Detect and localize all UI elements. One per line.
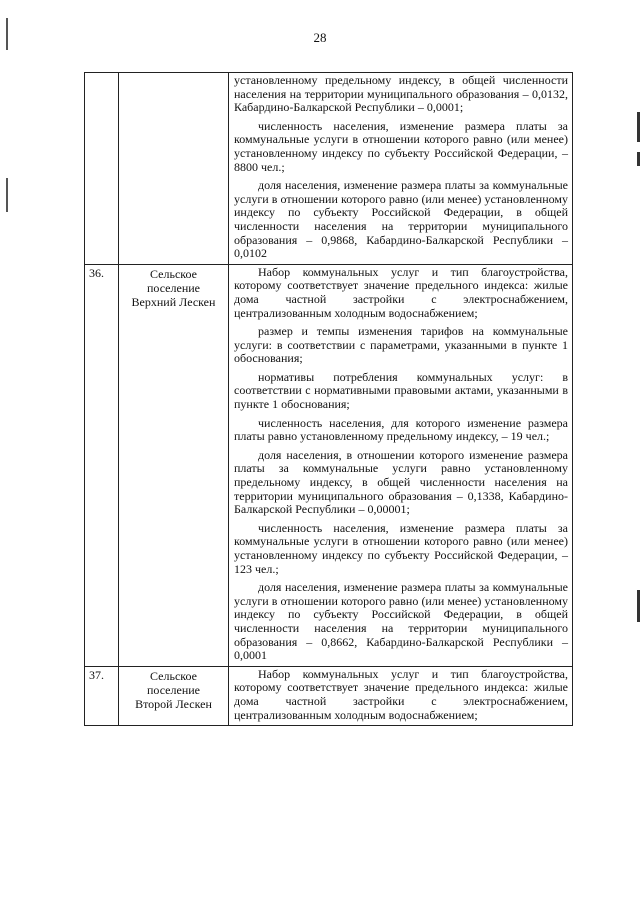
indicator-description: [229, 666, 573, 725]
municipality-name-line: Верхний Лескен: [131, 294, 216, 309]
row-number: 37.: [85, 666, 119, 725]
municipality-name-line: Сельское: [150, 266, 197, 281]
indicator-paragraph: установленному предельному индексу, в общей численности населения на территории муниципального образования – 0,0132, Кабардино-Балкарской Республики – 0,0001;: [234, 73, 568, 115]
indicator-paragraph: доля населения, изменение размера платы за коммунальные услуги в отношении которого равно (или менее) установленному индексу по субъекту Российской Федерации, в общей численности населения на территории муниципального образования – 0,9868, Кабардино-Балкарской Республики – 0,0102: [234, 178, 568, 261]
left-margin-scan-mark: [6, 18, 8, 50]
municipal-index-table: [84, 72, 573, 726]
table-row: [85, 666, 573, 725]
table-row: [85, 264, 573, 666]
indicator-paragraph: доля населения, изменение размера платы за коммунальные услуги в отношении которого равно (или менее) установленному индексу по субъекту Российской Федерации, в общей численности населения на территории муниципального образования – 0,8662, Кабардино-Балкарской Республики – 0,0001: [234, 580, 568, 663]
indicator-paragraph: численность населения, изменение размера платы за коммунальные услуги в отношении которого равно (или менее) установленному индексу по субъекту Российской Федерации, – 8800 чел.;: [234, 118, 568, 174]
municipality-name-line: Сельское: [150, 668, 197, 683]
table-row: [85, 73, 573, 265]
municipality-name-line: Второй Лескен: [135, 696, 212, 711]
indicator-paragraph: численность населения, для которого изменение размера платы равно установленному предельному индексу, – 19 чел.;: [234, 415, 568, 444]
page-number: 28: [313, 30, 327, 45]
municipality-name-line: поселение: [146, 682, 200, 697]
indicator-paragraph: доля населения, в отношении которого изменение размера платы за коммунальные услуги равно установленному предельному индексу, в общей численности населения на территории муниципального образования – 0,1338, Кабардино-Балкарской Республики – 0,00001;: [234, 447, 568, 517]
row-number: [85, 73, 119, 265]
municipality-name-line: поселение: [146, 280, 200, 295]
table-body: [85, 73, 573, 726]
municipality-name: [119, 264, 229, 666]
row-number: 36.: [85, 264, 119, 666]
indicator-paragraph: нормативы потребления коммунальных услуг: в соответствии с нормативными правовыми актами, указанными в пункте 1 обоснования;: [234, 369, 568, 412]
indicator-paragraph: Набор коммунальных услуг и тип благоустройства, которому соответствует значение предельного индекса: жилые дома частной застройки с электроснабжением, централизованным холодным водоснабжением;: [234, 666, 568, 722]
indicator-paragraph: численность населения, изменение размера платы за коммунальные услуги в отношении которого равно (или менее) установленному индексу по субъекту Российской Федерации, – 123 чел.;: [234, 520, 568, 576]
indicator-description: [229, 73, 573, 265]
municipality-name: [119, 73, 229, 265]
left-margin-scan-mark: [6, 178, 8, 212]
indicator-paragraph: Набор коммунальных услуг и тип благоустройства, которому соответствует значение предельного индекса: жилые дома частной застройки с электроснабжением, централизованным холодным водоснабжением;: [234, 264, 568, 320]
indicator-paragraph: размер и темпы изменения тарифов на коммунальные услуги: в соответствии с параметрами, указанными в пункте 1 обоснования;: [234, 324, 568, 366]
municipality-name: [119, 666, 229, 725]
indicator-description: [229, 264, 573, 666]
